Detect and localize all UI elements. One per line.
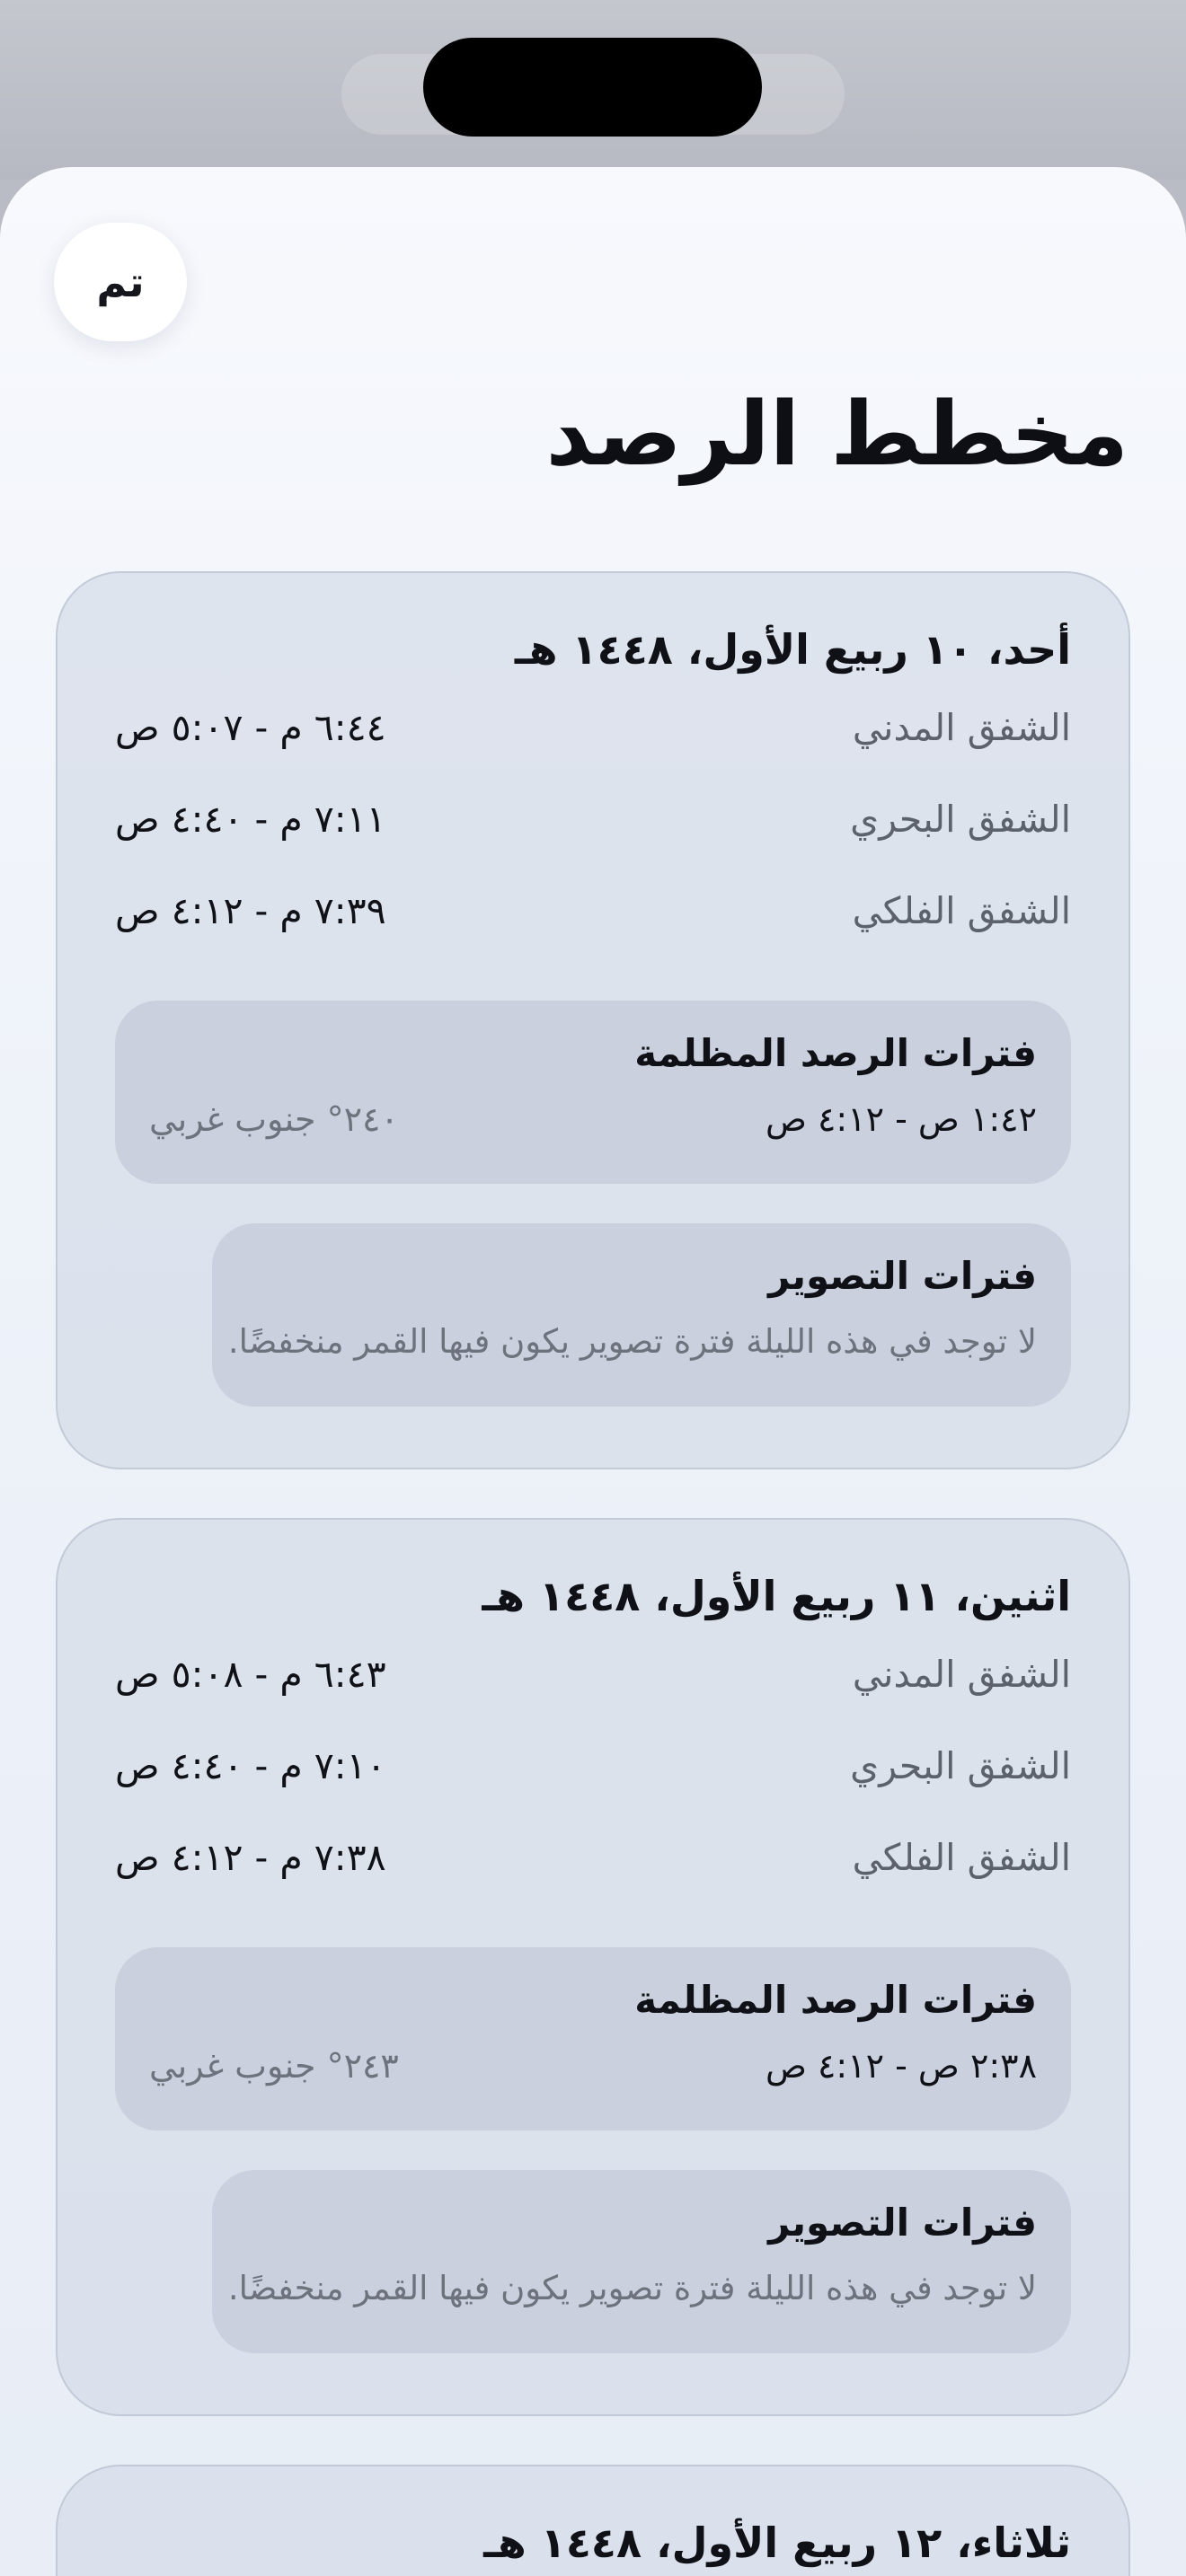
moon-direction: ٢٤٣° جنوب غربي — [149, 2046, 399, 2086]
astronomical-twilight-label: الشفق الفلكي — [852, 1836, 1071, 1879]
night-card — [56, 1518, 1130, 2416]
dark-windows-title: فترات الرصد المظلمة — [634, 1978, 1037, 2022]
civil-twilight-value: ٦:٤٤ م - ٥:٠٧ ص — [115, 706, 386, 749]
photo-windows-note: لا توجد في هذه الليلة فترة تصوير يكون فيها القمر منخفضًا. — [227, 1322, 1037, 1361]
dark-windows-panel — [115, 1947, 1071, 2130]
nautical-twilight-row — [115, 1744, 1071, 1798]
astronomical-twilight-value: ٧:٣٩ م - ٤:١٢ ص — [115, 889, 386, 932]
civil-twilight-value: ٦:٤٣ م - ٥:٠٨ ص — [115, 1653, 386, 1696]
photo-windows-note: لا توجد في هذه الليلة فترة تصوير يكون فيها القمر منخفضًا. — [227, 2269, 1037, 2307]
dark-window-time: ٢:٣٨ ص - ٤:١٢ ص — [765, 2046, 1037, 2086]
moon-direction: ٢٤٠° جنوب غربي — [149, 1099, 399, 1139]
done-button[interactable]: تم — [54, 223, 187, 341]
dark-windows-panel — [115, 1001, 1071, 1184]
page-title: مخطط الرصد — [545, 384, 1128, 486]
nautical-twilight-value: ٧:١١ م - ٤:٤٠ ص — [115, 798, 386, 841]
civil-twilight-row — [115, 1653, 1071, 1707]
dynamic-island — [423, 38, 762, 137]
astronomical-twilight-label: الشفق الفلكي — [852, 889, 1071, 932]
civil-twilight-label: الشفق المدني — [852, 706, 1071, 749]
astronomical-twilight-row — [115, 1836, 1071, 1890]
photo-windows-panel — [212, 2170, 1071, 2353]
photo-windows-title: فترات التصوير — [768, 1254, 1037, 1298]
dark-window-time: ١:٤٢ ص - ٤:١٢ ص — [765, 1099, 1037, 1139]
dark-windows-title: فترات الرصد المظلمة — [634, 1031, 1037, 1075]
photo-windows-title: فترات التصوير — [768, 2201, 1037, 2245]
civil-twilight-label: الشفق المدني — [852, 1653, 1071, 1696]
night-date: أحد، ١٠ ربيع الأول، ١٤٤٨ هـ — [514, 625, 1071, 674]
astronomical-twilight-row — [115, 889, 1071, 943]
nautical-twilight-row — [115, 798, 1071, 851]
planner-sheet — [0, 167, 1186, 2576]
night-date: ثلاثاء، ١٢ ربيع الأول، ١٤٤٨ هـ — [483, 2519, 1071, 2567]
night-date: اثنين، ١١ ربيع الأول، ١٤٤٨ هـ — [482, 1572, 1071, 1620]
nautical-twilight-label: الشفق البحري — [850, 798, 1071, 841]
night-card — [56, 2465, 1130, 2576]
night-card — [56, 571, 1130, 1469]
nautical-twilight-label: الشفق البحري — [850, 1744, 1071, 1787]
astronomical-twilight-value: ٧:٣٨ م - ٤:١٢ ص — [115, 1836, 386, 1879]
photo-windows-panel — [212, 1223, 1071, 1407]
nautical-twilight-value: ٧:١٠ م - ٤:٤٠ ص — [115, 1744, 386, 1787]
civil-twilight-row — [115, 706, 1071, 760]
